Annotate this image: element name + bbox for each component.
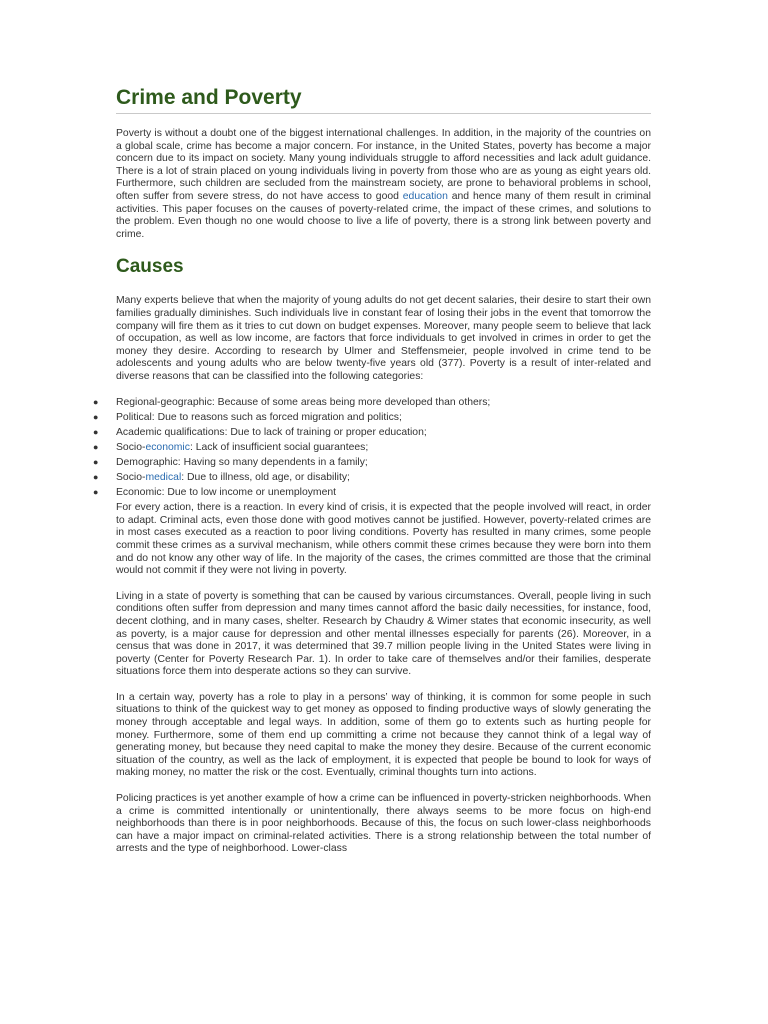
list-item-text: Economic: Due to low income or unemployment [116,487,337,499]
list-item-text: Academic qualifications: Due to lack of training or proper education; [116,426,427,438]
document-page [93,84,651,856]
list-item [93,425,651,440]
education-link[interactable]: education [402,190,448,202]
bullet-icon: ● [93,487,99,498]
reaction-paragraph: For every action, there is a reaction. In every kind of crisis, it is expected that the people involved will react, in order to adapt. Criminal acts, even those done with good motives cannot be justified. However, poverty-related crimes are in most cases executed as a reaction to poor living conditions. Poverty has resulted in many crimes, some people commit these crimes as a survival mechanism, while others commit these crimes because they were born into them and do not know any other way of life. In the majority of the cases, the crimes committed are those that the criminal would not commit if they were not living in poverty. [116,502,651,577]
list-item-text-pre: Socio- [116,471,146,483]
bullet-icon: ● [93,471,99,482]
causes-heading: Causes [116,256,184,278]
causes-list [93,395,651,501]
policing-paragraph: Policing practices is yet another example of how a crime can be influenced in poverty-stricken neighborhoods. When a crime is committed intentionally or unintentionally, there always seems to be more focus on high-end neighborhoods than there is in poor neighborhoods. Because of this, the focus on such lower-class neighborhoods can have a major impact on criminal-related activities. There is a strong relationship between the total number of arrests and the type of neighborhood. Lower-class [116,793,651,855]
bullet-icon: ● [93,426,99,437]
list-item [93,455,651,470]
living-paragraph: Living in a state of poverty is something that can be caused by various circumstances. Overall, people living in such conditions often suffer from depression and many times cannot afford the basic daily necessities, for instance, food, decent clothing, and in many cases, shelter. Research by Chaudry & Wimer states that economic insecurity, as well as poverty, is a major cause for depression and other mental illnesses especially for parents (26). Moreover, in a census that was done in 2017, it was determined that 39.7 million people living in the United States were living in poverty (Center for Poverty Research Par. 1). In order to take care of themselves and/or their families, desperate situations force them into desperate actions so they can survive. [116,590,651,678]
bullet-icon: ● [93,456,99,467]
thinking-paragraph: In a certain way, poverty has a role to play in a persons’ way of thinking, it is common for some people in such situations to think of the quickest way to get money as opposed to finding productive ways of slowly generating the money through acceptable and legal ways. In addition, some of them go to extents such as hurting people for money. Furthermore, some of them end up committing a crime not because they cannot think of a legal way of generating money, but because they need capital to make the money they desire. Because of the current economic situation of the country, as well as the lack of employment, it is expected that people be bound to look for ways of making money, no matter the risk or the cost. Eventually, criminal thoughts turn into actions. [116,691,651,779]
intro-paragraph [116,128,651,241]
bullet-icon: ● [93,396,99,407]
list-item-text: Demographic: Having so many dependents in a family; [116,456,368,468]
bullet-icon: ● [93,441,99,452]
page-title: Crime and Poverty [116,84,651,114]
medical-link[interactable]: medical [145,471,182,483]
list-item-text-post: : Due to illness, old age, or disability; [181,471,350,483]
intro-text-b: and hence many of them result in criminal activities. This paper focuses on the causes of poverty-related crime, the impact of these crimes, and solutions to the problem. Even though no one would choose to live a life of poverty, there is a strong link between poverty and crime. [116,190,651,240]
economic-link[interactable]: economic [145,441,190,453]
list-item-text: Regional-geographic: Because of some areas being more developed than others; [116,396,491,408]
list-item [93,395,651,410]
bullet-icon: ● [93,411,99,422]
list-item [93,440,651,455]
list-item [93,470,651,485]
list-item-text-post: : Lack of insufficient social guarantees; [189,441,369,453]
causes-paragraph: Many experts believe that when the majority of young adults do not get decent salaries, their desire to start their own families gradually diminishes. Such individuals live in constant fear of losing their jobs in the event that tomorrow the company will fire them as it tries to cut down on budget expenses. Moreover, many people seem to believe that lack of occupation, as well as low income, are factors that force individuals to get involved in crimes in order to get the money they desire. According to research by Ulmer and Steffensmeier, people involved in crime tend to be adolescents and young adults who are below twenty-five years old (377). Poverty is a result of inter-related and diverse reasons that can be classified into the following categories: [116,295,651,382]
list-item [93,410,651,425]
intro-text-a: Poverty is without a doubt one of the biggest international challenges. In addition, in the majority of the countries on a global scale, crime has become a major concern. For instance, in the United States, poverty has become a major concern due to its impact on society. Many young individuals struggle to afford necessities and lack adult guidance. There is a lot of strain placed on young individuals living in poverty from those who are as young as eight years old. Furthermore, such children are secluded from the mainstream society, are prone to behavioral problems in school, often suffer from severe stress, do not have access to good [116,128,651,202]
list-item-text: Political: Due to reasons such as forced migration and politics; [116,411,402,423]
list-item [93,485,651,500]
list-item-text-pre: Socio- [116,441,146,453]
